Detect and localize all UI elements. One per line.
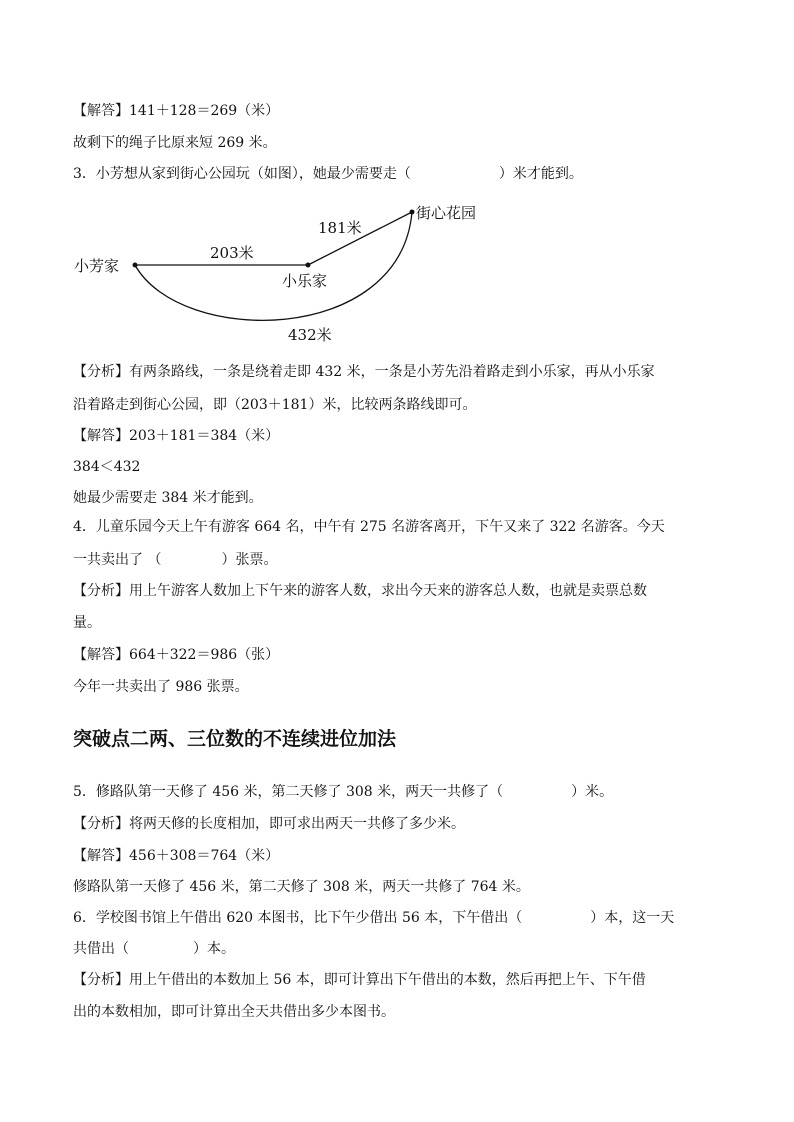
analysis-5: 【分析】将两天修的长度相加，即可求出两天一共修了多少米。: [73, 816, 465, 832]
section-heading: 突破点二两、三位数的不连续进位加法: [73, 728, 397, 750]
route-diagram: [60, 196, 480, 348]
home-point: [133, 263, 138, 268]
park-label: 街心花园: [416, 204, 477, 222]
answer-5-line-1: 【解答】456＋308＝764（米）: [73, 848, 280, 864]
answer-line: 【解答】141＋128＝269（米）: [73, 103, 280, 119]
analysis-6-line-1: 【分析】用上午借出的本数加上 56 本，即可计算出下午借出的本数，然后再把上午、下午借: [73, 972, 646, 988]
question-5-text-a: 5．修路队第一天修了 456 米，第二天修了 308 米，两天一共修了（: [73, 784, 504, 800]
question-4-text-a: 一共卖出了 （: [73, 552, 162, 568]
question-4-line-2: [73, 550, 277, 570]
analysis-4-line-2: 量。: [73, 615, 101, 631]
analysis-4-line-1: 【分析】用上午游客人数加上下午来的游客人数，求出今天来的游客总人数，也就是卖票总数: [73, 583, 647, 599]
distance-181: 181米: [318, 219, 362, 237]
analysis-3-line-2: 沿着路走到街心公园，即（203＋181）米，比较两条路线即可。: [73, 397, 477, 413]
question-3-text-a: 3．小芳想从家到街心公园玩（如图），她最少需要走（: [73, 166, 411, 182]
park-point: [410, 210, 415, 215]
conclusion-line: 故剩下的绳子比原来短 269 米。: [73, 135, 277, 151]
answer-3-line-2: 384＜432: [73, 459, 141, 475]
question-6-line-1: [73, 908, 674, 928]
question-3-text-b: ）米才能到。: [498, 166, 583, 182]
question-6-text-c: 共借出（: [73, 941, 129, 957]
question-6-text-a: 6．学校图书馆上午借出 620 本图书，比下午少借出 56 本，下午借出（: [73, 910, 523, 926]
answer-3-line-3: 她最少需要走 384 米才能到。: [73, 490, 263, 506]
answer-4-line-1: 【解答】664＋322＝986（张）: [73, 647, 280, 663]
question-5-text-b: ）米。: [571, 784, 614, 800]
question-4-line-1: 4．儿童乐园今天上午有游客 664 名，中午有 275 名游客离开，下午又来了 322 名游客。今天: [73, 519, 665, 535]
question-4-text-b: ）张票。: [221, 552, 278, 568]
answer-4-line-2: 今年一共卖出了 986 张票。: [73, 679, 249, 695]
analysis-6-line-2: 出的本数相加，即可计算出全天共借出多少本图书。: [73, 1004, 395, 1020]
analysis-3-line-1: 【分析】有两条路线，一条是绕着走即 432 米，一条是小芳先沿着路走到小乐家，再从小乐家: [73, 364, 655, 380]
answer-3-line-1: 【解答】203＋181＝384（米）: [73, 428, 280, 444]
route-direct-arc: [135, 212, 412, 320]
question-6-text-b: ）本，这一天: [590, 910, 675, 926]
question-3: [73, 164, 583, 184]
question-5: [73, 782, 613, 802]
friend-label: 小乐家: [282, 272, 328, 290]
distance-203: 203米: [210, 244, 254, 262]
question-6-line-2: [73, 939, 235, 959]
question-6-text-d: ）本。: [193, 941, 235, 957]
distance-432: 432米: [288, 326, 332, 344]
friend-point: [306, 263, 311, 268]
answer-5-line-2: 修路队第一天修了 456 米，第二天修了 308 米，两天一共修了 764 米。: [73, 879, 530, 895]
home-label: 小芳家: [74, 257, 120, 275]
